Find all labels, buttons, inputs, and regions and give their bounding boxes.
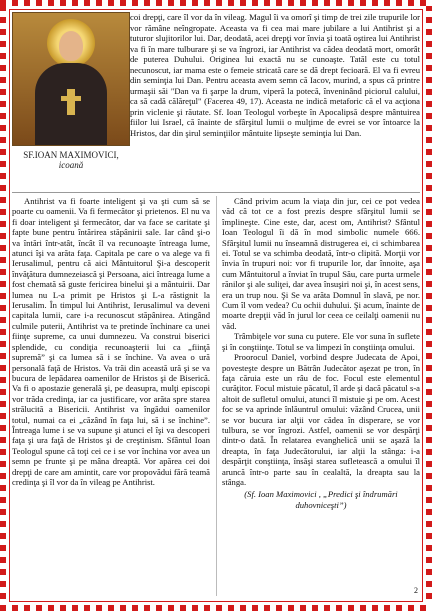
saint-icon-image <box>12 12 130 146</box>
right-column <box>222 196 420 510</box>
face-shape <box>59 31 83 61</box>
right-paragraph: Proorocul Daniel, vorbind despre Judecata de Apoi, povesteşte despre un Bătrân Judecător aşezat pe tron, în faţa căruia este un râu de foc. Focul este elementul curăţitor. Focul mistuie păcatul, îl arde şi dacă păcatul s-a altoit de sufletul omului, atunci îl mistuie şi pe om. Acest foc se va aprinde înlăuntrul omului: văzând Crucea, unii se vor bucura iar alţii vor cădea în disperare, se vor tulbura, se vor îngrozi. Astfel, oamenii se vor despărţi dintr-o dată. În relatarea evanghelică unii se aşază la dreapta, în faţa Judecătorului, iar alţii la stânga: i-a despărţit conştiinţa, însăşi starea sufletească a omului îl aruncă într-o parte sau în cealaltă, la dreapta sau la stânga. <box>222 352 420 487</box>
left-column <box>12 196 210 487</box>
left-paragraph: Antihrist va fi foarte inteligent şi va şti cum să se poarte cu oamenii. Va fi fermecător şi prietenos. El nu va fi doar inteligent şi fermecător, dar va face se caritate şi fapte bune pentru întărirea stăpânirii sale. Iar când şi-o va întări într-atât, încât îl va recunoaşte întreaga lume, atunci îşi va arăta faţa. Capitala pe care o va alege va fi Ierusalimul, pentru că aici Mântuitorul Şi-a descoperit învăţătura dumnezeiască şi Persoana, aici întreaga lume a fost chemată să guste fericirea binelui şi a mântuirii. Dar lumea nu L-a primit pe Hristos şi L-a răstignit la Ierusalim. În timpul lui Antihrist, Ierusalimul va deveni capitala lumii, care i-a recunoscut stăpânirea. Atingând culmile puterii, Antihrist va te pretinde închinare ca unei fiinţe supreme, ca unui dumnezeu. Va construi biserici splendide, cu condiţia recunoaşterii lui ca „fiinţă supremă” şi ca lumea să i se închine. Va avea o ură personală faţă de Hristos. Va trăi din această ură şi se va bucura de lepădarea oamenilor de Hristos şi de Biserică. Va fi o apostazie generală şi, pe deasupra, mulţi episcopi vor trăda credinţa, iar ca justificare, vor arăta spre starea strălucită a Bisericii. Antihrist va îngădui oamenilor totul, numai ca ei „căzând în faţa lui, să i se închine”. Întreaga lume i se va supune şi atunci el îşi va descoperi faţa şi ura faţă de Hristos şi de creştinism. Sfântul Ioan Teologul spune că toţi cei ce i se vor închina vor avea un semn pe frunte şi pe mâna dreaptă. Vor apărea cei doi drepţi de care am amintit, care vor propovădui fără teamă credinţa şi îl vor da în vileag pe Antihrist. <box>12 196 210 487</box>
column-rule <box>216 196 217 596</box>
page-content <box>12 12 420 599</box>
icon-caption <box>12 150 130 170</box>
source-citation-line: duhovniceşti”) <box>295 499 347 510</box>
cross-icon <box>67 89 75 115</box>
icon-caption-subtitle: icoană <box>58 160 84 170</box>
source-citation <box>222 489 420 510</box>
source-citation-line: (Sf. Ioan Maximovici , „Predici şi îndrumări <box>244 489 398 500</box>
top-paragraph: coi drepţi, care îl vor da în vileag. Magul îi va omorî şi timp de trei zile trupurile lor vor rămâne neîngropate. Aceasta va fi cea mai mare jubilare a lui Antihrist şi a tuturor slujitorilor lui. Dar, deodată, acei drepţi vor învia şi toată oştirea lui Antihrist va fi în mare tulburare şi se va îngrozi, iar Antihrist va cădea deodată mort, omorât de puterea Duhului. Originea lui exactă nu se cunoaşte. Tatăl este cu totul necunoscut, iar mama este o femeie stricată care se dă drept fecioară. El va fi evreu din seminţia lui Dan. Pentru aceasta avem semn că Iacov, murind, a spus că printre urmaşii săi "Dan va fi şarpe la drum, viperă la potecă, înveninând picioruI calului, ca să cadă călăreţul" (Facerea 49, 17). Aceasta ne indică metaforic că el va acţiona prin viclenie şi răutate. Sf. Ioan Teologul vorbeşte în Apocalipsă despre mântuirea fiilor lui Israel, că înainte de sfârşitul lumii o mulţime de evrei se vor întoarce la Hristos, dar din şirul seminţiilor mântuite lipseşte seminţia lui Dan. <box>130 12 420 138</box>
page-number: 2 <box>414 586 418 595</box>
right-paragraph: Când privim acum la viaţa din jur, cei ce pot vedea văd că tot ce a fost prezis despre sfârşitul lumii se împlineşte. Cine este, dar, acest om, Antihrist? Sfântul Ioan Teologul îi dă în mod simbolic numele 666. Sfârşitul lumii nu înseamnă distrugerea ei, ci schimbarea ei. Totul se va schimba deodată, într-o clipită. Morţii vor învia în trupuri noi: vor fi trupurile lor, dar înnoite, aşa cum Mântuitorul a înviat în trupul Său, care purta urmele rănilor şi ale suliţei, dar avea însuşiri noi şi, în acest sens, era un trup nou. Şi Se va arăta Domnul în slavă, pe nor. Cum îl vom vedea? Cu ochii duhului. Şi acum, înainte de moarte drepţii văd în jurul lor ceea ce ceilalţi oamenii nu văd. <box>222 196 420 331</box>
section-divider <box>12 192 420 193</box>
saint-icon-block <box>12 12 130 188</box>
icon-caption-title: SF.IOAN MAXIMOVICI, <box>23 150 119 160</box>
right-paragraph: Trâmbiţele vor suna cu putere. Ele vor suna în suflete şi în conştiinţe. Totul se va limpezi în conştiinţa omului. <box>222 331 420 352</box>
